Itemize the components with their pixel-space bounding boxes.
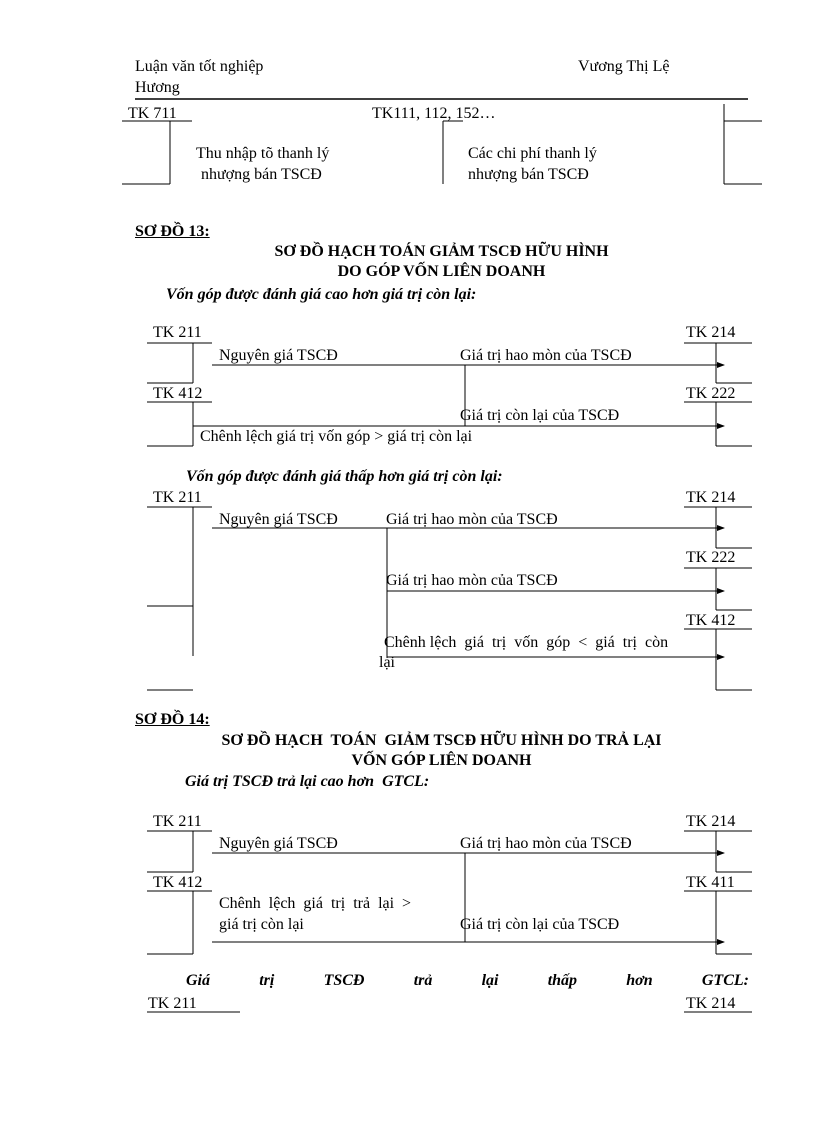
sd13a-nguyen-gia: Nguyên giá TSCĐ <box>219 347 338 364</box>
sd13b-chenh-lech-2: lại <box>379 654 395 671</box>
so-do-14-title-2: VỐN GÓP LIÊN DOANH <box>351 752 532 769</box>
sd13b-tk222: TK 222 <box>686 549 736 566</box>
sd14a-tk211: TK 211 <box>153 813 202 830</box>
sd13a-con-lai: Giá trị còn lại của TSCĐ <box>460 407 620 424</box>
sd13b-chenh-lech-1: Chênh lệch giá trị vốn góp < giá trị còn <box>384 634 669 651</box>
sd13b-tk412: TK 412 <box>686 612 736 629</box>
sd13a-hao-mon: Giá trị hao mòn của TSCĐ <box>460 347 632 364</box>
sd14a-tk412: TK 412 <box>153 874 203 891</box>
so-do-13-title-2: DO GÓP VỐN LIÊN DOANH <box>337 263 546 280</box>
sd13a-chenh-lech: Chênh lệch giá trị vốn góp > giá trị còn lại <box>200 428 473 445</box>
sd14a-tk214: TK 214 <box>686 813 736 830</box>
sd14a-tk411: TK 411 <box>686 874 735 891</box>
sd14b-tk211: TK 211 <box>148 995 197 1012</box>
text-thu-nhap: Thu nhập tõ thanh lý <box>196 145 330 162</box>
heading-word: hơn <box>626 972 653 989</box>
sd13b-hao-mon-1: Giá trị hao mòn của TSCĐ <box>386 511 558 528</box>
acct-tk711: TK 711 <box>128 105 177 122</box>
heading-word: TSCĐ <box>323 972 365 989</box>
sd13b-hao-mon-2: Giá trị hao mòn của TSCĐ <box>386 572 558 589</box>
heading-word: lại <box>481 972 499 989</box>
sd13b-nguyen-gia: Nguyên giá TSCĐ <box>219 511 338 528</box>
heading-word: Giá <box>186 972 210 989</box>
sd13b-tk211: TK 211 <box>153 489 202 506</box>
so-do-14-title-1: SƠ ĐỒ HẠCH TOÁN GIẢM TSCĐ HỮU HÌNH DO TRẢ LẠI <box>221 732 662 749</box>
so-do-14-case-a-heading: Giá trị TSCĐ trả lại cao hơn GTCL: <box>185 773 430 790</box>
so-do-14-case-b-heading <box>186 972 749 990</box>
text-nhuong-ban-1: nhượng bán TSCĐ <box>201 166 322 183</box>
text-chi-phi: Các chi phí thanh lý <box>468 145 597 162</box>
so-do-13-label: SƠ ĐỒ 13: <box>135 223 210 240</box>
heading-word: trị <box>259 972 275 989</box>
header-left: Luận văn tốt nghiệp <box>135 58 264 75</box>
sd13a-tk222: TK 222 <box>686 385 736 402</box>
sd14a-chenh-lech-1: Chênh lệch giá trị trả lại > <box>219 895 412 912</box>
sd13a-tk412: TK 412 <box>153 385 203 402</box>
so-do-14-label: SƠ ĐỒ 14: <box>135 711 210 728</box>
acct-tk111: TK111, 112, 152… <box>372 105 496 122</box>
sd14a-hao-mon: Giá trị hao mòn của TSCĐ <box>460 835 632 852</box>
so-do-13-case-a-heading: Vốn góp được đánh giá cao hơn giá trị còn lại: <box>166 286 477 303</box>
so-do-13-title-1: SƠ ĐỒ HẠCH TOÁN GIẢM TSCĐ HỮU HÌNH <box>274 243 609 260</box>
sd13a-tk214: TK 214 <box>686 324 736 341</box>
heading-word: thấp <box>547 972 578 989</box>
text-nhuong-ban-2: nhượng bán TSCĐ <box>468 166 589 183</box>
header-right: Vương Thị Lệ <box>578 58 670 75</box>
header-left-cont: Hương <box>135 79 180 96</box>
sd13a-tk211: TK 211 <box>153 324 202 341</box>
sd13b-tk214: TK 214 <box>686 489 736 506</box>
so-do-13-case-b-heading: Vốn góp được đánh giá thấp hơn giá trị còn lại: <box>186 468 503 485</box>
heading-word: trả <box>413 972 433 989</box>
sd14a-con-lai: Giá trị còn lại của TSCĐ <box>460 916 620 933</box>
sd14a-nguyen-gia: Nguyên giá TSCĐ <box>219 835 338 852</box>
sd14a-chenh-lech-2: giá trị còn lại <box>219 916 304 933</box>
sd14b-tk214: TK 214 <box>686 995 736 1012</box>
heading-word: GTCL: <box>701 972 749 989</box>
